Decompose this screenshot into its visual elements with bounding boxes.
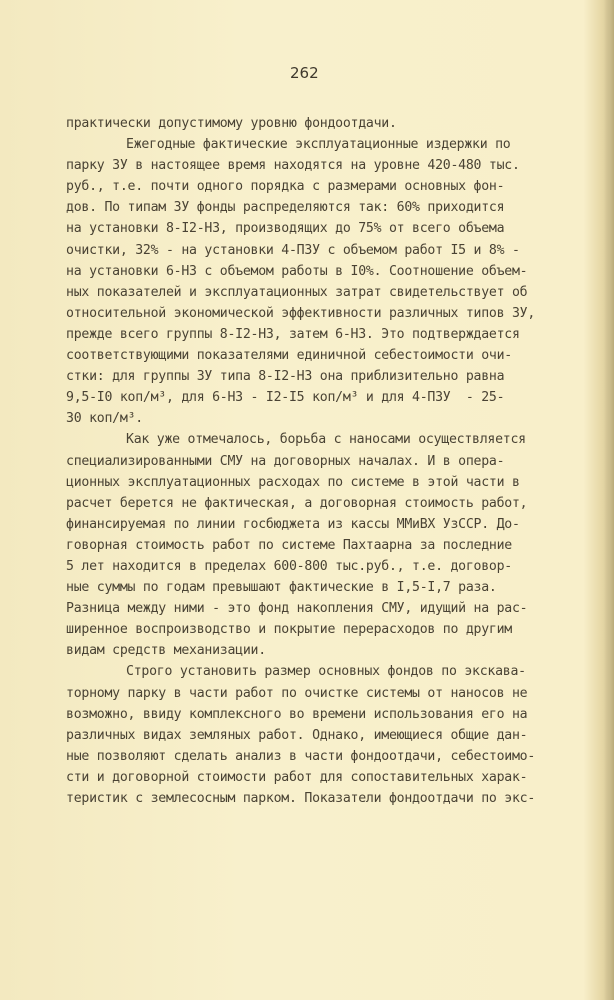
- text-line: специализированными СМУ на договорных началах. И в опера-: [66, 453, 505, 469]
- text-line: видам средств механизации.: [66, 643, 266, 659]
- text-line: 5 лет находится в пределах 600-800 тыс.руб., т.е. договор-: [66, 558, 512, 574]
- text-line: относительной экономической эффективности различных типов ЗУ,: [66, 305, 536, 321]
- paragraph: [66, 134, 586, 429]
- text-line: торному парку в части работ по очистке системы от наносов не: [66, 685, 528, 701]
- text-line: 9,5-I0 коп/м³, для 6-НЗ - I2-I5 коп/м³ и для 4-ПЗУ - 25-: [66, 390, 505, 406]
- text-line: на установки 8-I2-НЗ, производящих до 75% от всего объема: [66, 221, 505, 237]
- text-line: очистки, 32% - на установки 4-ПЗУ с объемом работ I5 и 8% -: [66, 242, 520, 258]
- text-line: Разница между ними - это фонд накопления СМУ, идущий на рас-: [66, 601, 528, 617]
- text-line: финансируемая по линии госбюджета из кассы ММиВХ УзССР. До-: [66, 516, 520, 532]
- page-number: 262: [290, 64, 319, 82]
- text-line: Строго установить размер основных фондов по экскава-: [126, 664, 526, 680]
- text-line: сти и договорной стоимости работ для сопоставительных харак-: [66, 769, 528, 785]
- text-line: дов. По типам ЗУ фонды распределяются так: 60% приходится: [66, 200, 505, 216]
- text-line: возможно, ввиду комплексного во времени использования его на: [66, 706, 528, 722]
- paragraph: [66, 661, 586, 809]
- text-line: прежде всего группы 8-I2-НЗ, затем 6-НЗ. Это подтверждается: [66, 326, 520, 342]
- text-line: Как уже отмечалось, борьба с наносами осуществляется: [126, 432, 526, 448]
- text-line: руб., т.е. почти одного порядка с размерами основных фон-: [66, 179, 505, 195]
- text-line: Ежегодные фактические эксплуатационные издержки по: [126, 137, 511, 153]
- text-line: расчет берется не фактическая, а договорная стоимость работ,: [66, 495, 528, 511]
- text-line: на установки 6-НЗ с объемом работы в I0%. Соотношение объем-: [66, 263, 528, 279]
- text-line: ционных эксплуатационных расходах по системе в этой части в: [66, 474, 520, 490]
- text-line: ширенное воспроизводство и покрытие перерасходов по другим: [66, 622, 512, 638]
- page-edge-shadow: [604, 0, 614, 1000]
- text-line: ных показателей и эксплуатационных затрат свидетельствует об: [66, 284, 528, 300]
- text-line: парку ЗУ в настоящее время находятся на уровне 420-480 тыс.: [66, 158, 520, 174]
- text-line: 30 коп/м³.: [66, 411, 143, 427]
- text-line: практически допустимому уровню фондоотдачи.: [66, 116, 397, 131]
- text-line: различных видах земляных работ. Однако, имеющиеся общие дан-: [66, 727, 528, 743]
- text-line: соответствующими показателями единичной себестоимости очи-: [66, 348, 512, 364]
- text-line: говорная стоимость работ по системе Пахтаарна за последние: [66, 537, 512, 553]
- text-line: ные позволяют сделать анализ в части фондоотдачи, себестоимо-: [66, 748, 536, 764]
- paragraph: [66, 113, 586, 134]
- typewritten-body-text: [66, 113, 586, 809]
- text-line: стки: для группы ЗУ типа 8-I2-НЗ она приблизительно равна: [66, 369, 505, 385]
- paragraph: [66, 429, 586, 661]
- text-line: теристик с землесосным парком. Показатели фондоотдачи по экс-: [66, 791, 536, 806]
- text-line: ные суммы по годам превышают фактические в I,5-I,7 раза.: [66, 580, 497, 596]
